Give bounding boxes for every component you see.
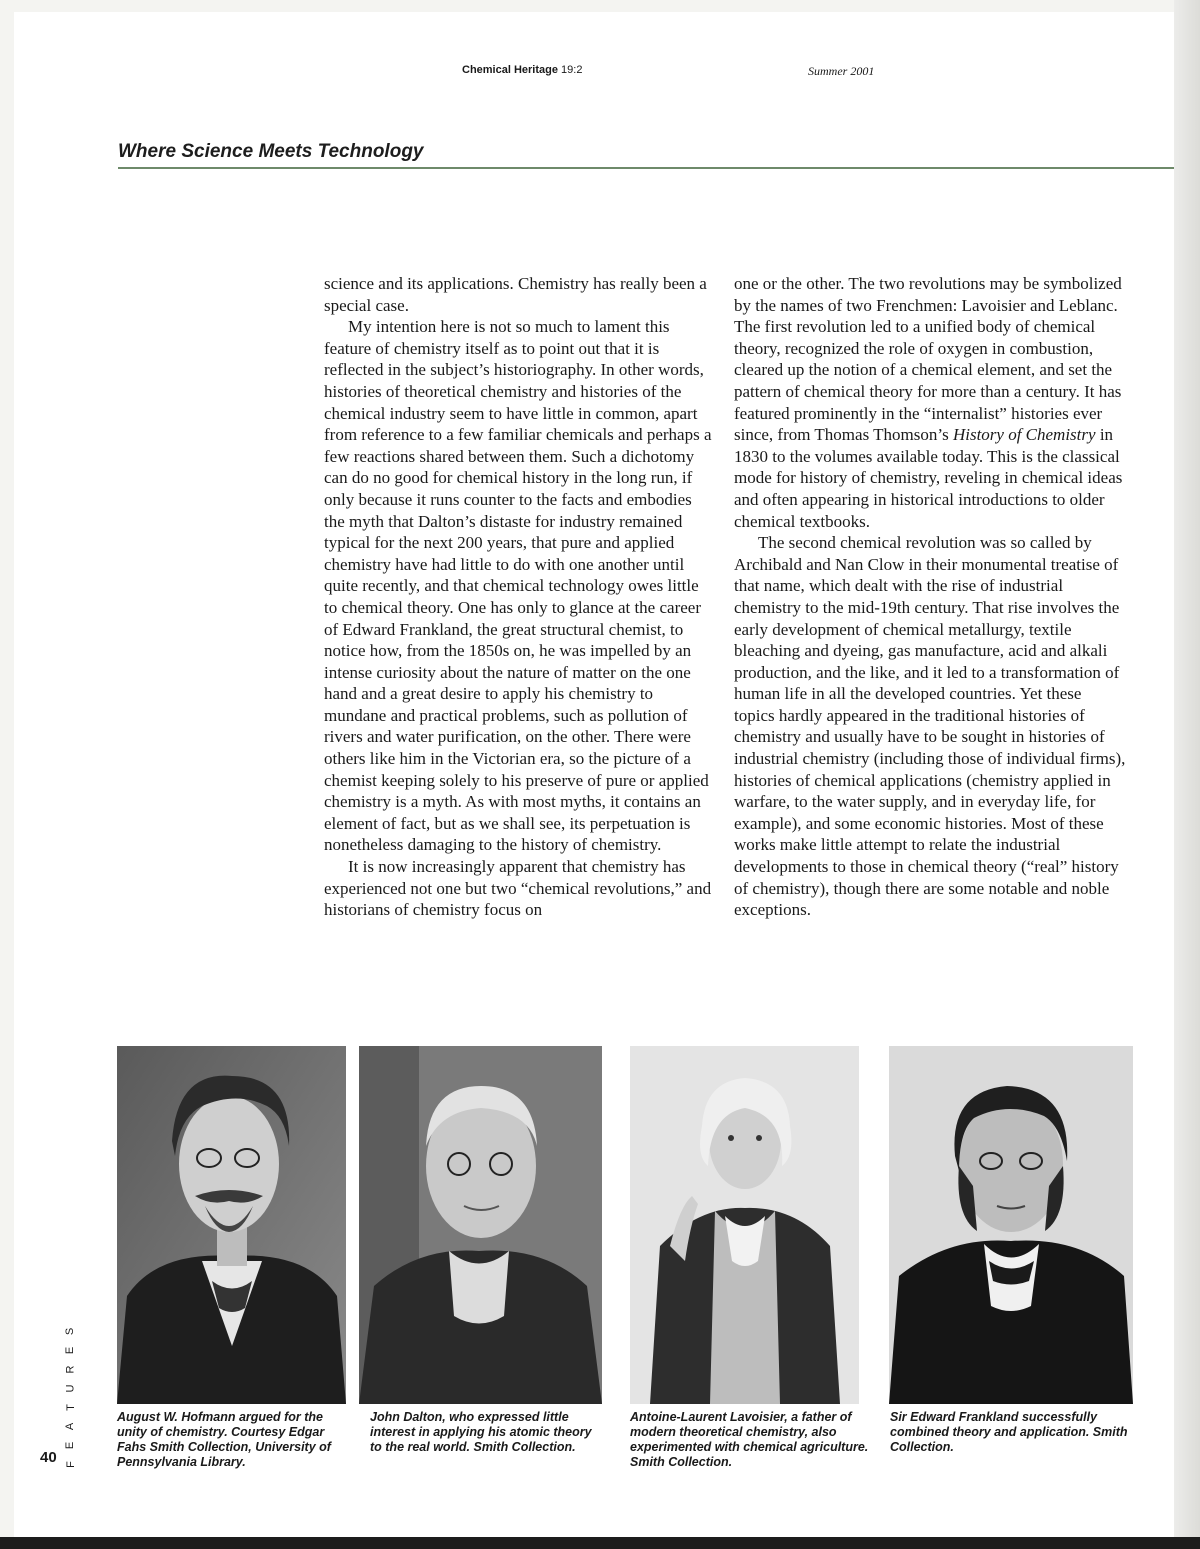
portrait-lavoisier [630,1046,859,1404]
portrait-dalton [359,1046,602,1404]
scan-bottom-border [0,1537,1200,1549]
article-column-right [734,273,1126,921]
paragraph: The second chemical revolution was so called by Archibald and Nan Clow in their monumental treatise of that name, which dealt with the rise of industrial chemistry to the mid-19th century. That rise involves the early development of chemical metallurgy, textile bleaching and dyeing, gas manufacture, acid and alkali production, and the like, and it led to a transformation of human life in all the developed countries. Yet these topics hardly appeared in the traditional histories of chemistry and usually have to be sought in histories of industrial chemistry (including those of individual firms), histories of chemical applications (chemistry applied in warfare, to the water supply, and in everyday life, for example), and some economic histories. Most of these works make little attempt to relate the industrial developments to those in chemical theory (“real” history of chemistry), though there are some notable and noble exceptions. [734,533,1126,920]
portrait-strip [117,1046,1133,1404]
title-rule [118,167,1186,169]
caption-dalton: John Dalton, who expressed little interest in applying his atomic theory to the real world. Smith Collection. [370,1410,592,1454]
running-header [14,64,1174,84]
portrait-frankland [889,1046,1133,1404]
caption-frankland: Sir Edward Frankland successfully combined theory and application. Smith Collection. [890,1410,1128,1454]
paragraph: one or the other. The two revolutions may be symbolized by the names of two Frenchmen: Lavoisier and Leblanc. The first revolution led to a unified body of chemical theory, recognized the role of oxygen in combustion, cleared up the notion of a chemical element, and set the pattern of chemical theory for more than a century. It has featured prominently in the “internalist” histories ever since, from Thomas Thomson’s History of Chemistry in 1830 to the volumes available today. This is the classical mode for history of chemistry, reveling in chemical ideas and often appearing in historical introductions to older chemical textbooks. [734,274,1123,531]
caption-hofmann: August W. Hofmann argued for the unity of chemistry. Courtesy Edgar Fahs Smith Collection, University of Pennsylvania Library. [117,1410,331,1469]
book-title: History of Chemistry [952,425,1096,445]
paragraph: science and its applications. Chemistry has really been a special case. [324,274,707,315]
paragraph: It is now increasingly apparent that chemistry has experienced not one but two “chemical revolutions,” and historians of chemistry focus on [324,857,712,920]
section-title: Where Science Meets Technology [118,141,424,162]
page-edge-shadow [1174,0,1200,1549]
article-column-left [324,273,716,921]
magazine-page [14,12,1174,1537]
paragraph: My intention here is not so much to lament this feature of chemistry itself as to point out that it is reflected in the subject’s historiography. In other words, histories of theoretical chemistry and histories of the chemical industry seem to have little in common, apart from reference to a few familiar chemicals and perhaps a few reactions shared between them. Such a dichotomy can do no good for chemical history in the long run, if only because it runs counter to the facts and embodies the myth that Dalton’s distaste for industry remained typical for the next 200 years, that pure and applied chemistry have had little to do with one another until quite recently, and that chemical technology owes little to chemical theory. One has only to glance at the career of Edward Frankland, the great structural chemist, to notice how, from the 1850s on, he was impelled by an intense curiosity about the nature of matter on the one hand and a great desire to apply his chemistry to mundane and practical problems, such as pollution of rivers and water purification, on the other. There were others like him in the Victorian era, so the picture of a chemist keeping solely to his preserve of pure or applied chemistry is a myth. As with most myths, it contains an element of fact, but as we shall see, its perpetuation is nonetheless damaging to the history of chemistry. [324,317,712,855]
page-number: 40 [40,1449,57,1466]
portrait-hofmann [117,1046,346,1404]
journal-name: Chemical Heritage 19:2 [462,64,583,76]
caption-lavoisier: Antoine-Laurent Lavoisier, a father of modern theoretical chemistry, also experimented with chemical agriculture. Smith Collection. [630,1410,869,1469]
issue-season: Summer 2001 [808,64,875,78]
section-label-vertical: S E R U T A E F [64,1327,77,1468]
